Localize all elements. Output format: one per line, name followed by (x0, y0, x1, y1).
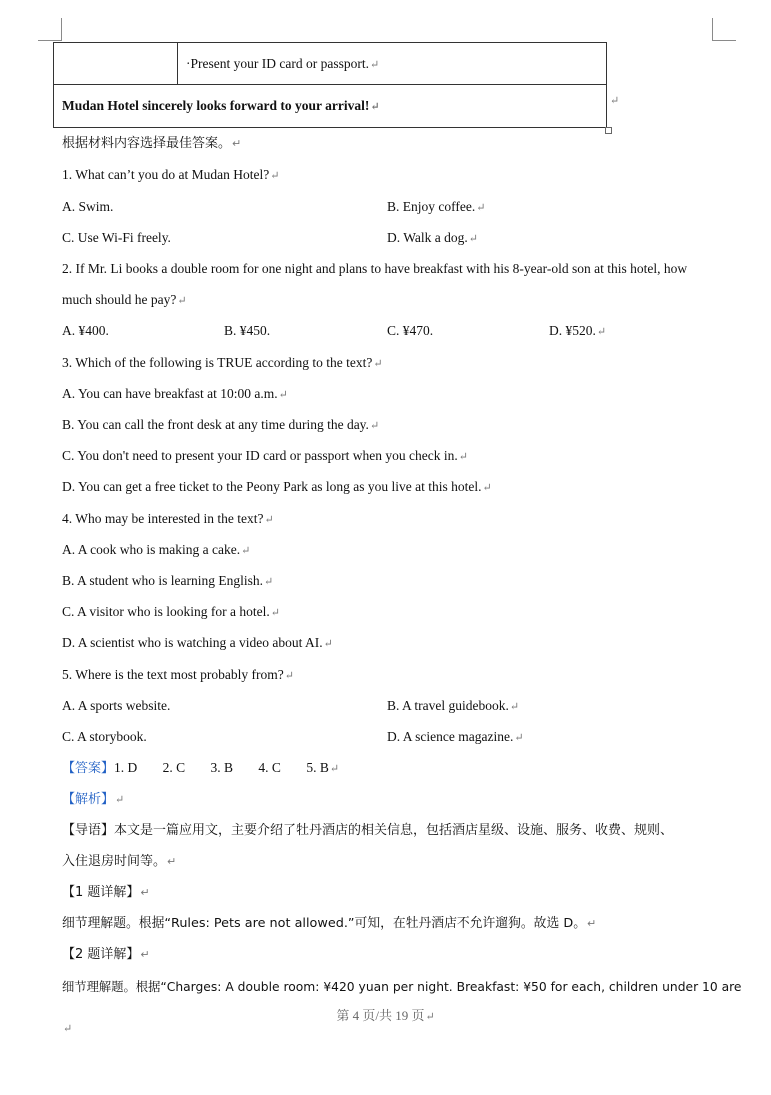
detail-1-heading: 【1 题详解】↵ (62, 885, 150, 900)
option-1a: A. Swim. (62, 199, 114, 214)
paragraph-mark: ↵ (63, 1023, 73, 1035)
row-end-mark: ↵ (610, 95, 620, 107)
table-cell-empty (54, 43, 178, 85)
question-5: 5. Where is the text most probably from?↵ (62, 667, 294, 682)
table-resize-handle[interactable] (605, 127, 612, 134)
option-2d: D. ¥520.↵ (549, 323, 607, 338)
guide-paragraph-cont: 入住退房时间等。↵ (62, 854, 177, 869)
analysis-heading: 【解析】↵ (62, 792, 125, 807)
option-1c: C. Use Wi-Fi freely. (62, 230, 171, 245)
option-3b: B. You can call the front desk at any time during the day.↵ (62, 417, 380, 432)
question-4: 4. Who may be interested in the text?↵ (62, 511, 274, 526)
table-row (54, 43, 607, 85)
hotel-info-table (53, 42, 607, 128)
option-5c: C. A storybook. (62, 729, 147, 744)
instruction: 根据材料内容选择最佳答案。↵ (62, 136, 242, 151)
option-5d: D. A science magazine.↵ (387, 729, 524, 744)
option-2c: C. ¥470. (387, 323, 434, 338)
table-cell-id-rule: ·Present your ID card or passport.↵ (178, 43, 607, 85)
page-footer: 第 4 页/共 19 页↵ (336, 1008, 435, 1023)
option-3a: A. You can have breakfast at 10:00 a.m.↵ (62, 386, 288, 401)
option-1b: B. Enjoy coffee.↵ (387, 199, 486, 214)
question-3: 3. Which of the following is TRUE according to the text?↵ (62, 355, 383, 370)
option-5a: A. A sports website. (62, 698, 171, 713)
option-3c: C. You don't need to present your ID card or passport when you check in.↵ (62, 448, 468, 463)
answer-line: 【答案】1. D 2. C 3. B 4. C 5. B↵ (62, 760, 340, 776)
guide-paragraph: 【导语】本文是一篇应用文，主要介绍了牡丹酒店的相关信息，包括酒店星级、设施、服务、收费、规则、 (62, 823, 674, 838)
option-4c: C. A visitor who is looking for a hotel.↵ (62, 604, 280, 619)
crop-mark-right-h (712, 40, 736, 41)
crop-mark-left-h (38, 40, 62, 41)
detail-1-text: 细节理解题。根据“Rules: Pets are not allowed.”可知，在牡丹酒店不允许遛狗。故选 D。↵ (62, 916, 597, 931)
option-2b: B. ¥450. (224, 323, 271, 338)
option-2a: A. ¥400. (62, 323, 109, 338)
option-5b: B. A travel guidebook.↵ (387, 698, 520, 713)
option-4b: B. A student who is learning English.↵ (62, 573, 274, 588)
option-4d: D. A scientist who is watching a video about AI.↵ (62, 635, 333, 650)
option-4a: A. A cook who is making a cake.↵ (62, 542, 251, 557)
table-row (54, 85, 607, 128)
answer-tag: 【答案】 (62, 761, 115, 776)
crop-mark-left-v (61, 18, 62, 40)
detail-2-heading: 【2 题详解】↵ (62, 947, 150, 962)
question-2-cont: much should he pay?↵ (62, 292, 187, 307)
option-1d: D. Walk a dog.↵ (387, 230, 478, 245)
crop-mark-right-v (712, 18, 713, 40)
option-3d: D. You can get a free ticket to the Peony Park as long as you live at this hotel.↵ (62, 479, 492, 494)
question-1: 1. What can’t you do at Mudan Hotel?↵ (62, 167, 280, 182)
question-2: 2. If Mr. Li books a double room for one night and plans to have breakfast with his 8-year-old son at this hotel, how (62, 261, 688, 276)
detail-2-text: 细节理解题。根据“Charges: A double room: ¥420 yuan per night. Breakfast: ¥50 for each, children under 10 are (62, 980, 742, 994)
table-cell-closing: Mudan Hotel sincerely looks forward to your arrival!↵ (54, 85, 607, 128)
